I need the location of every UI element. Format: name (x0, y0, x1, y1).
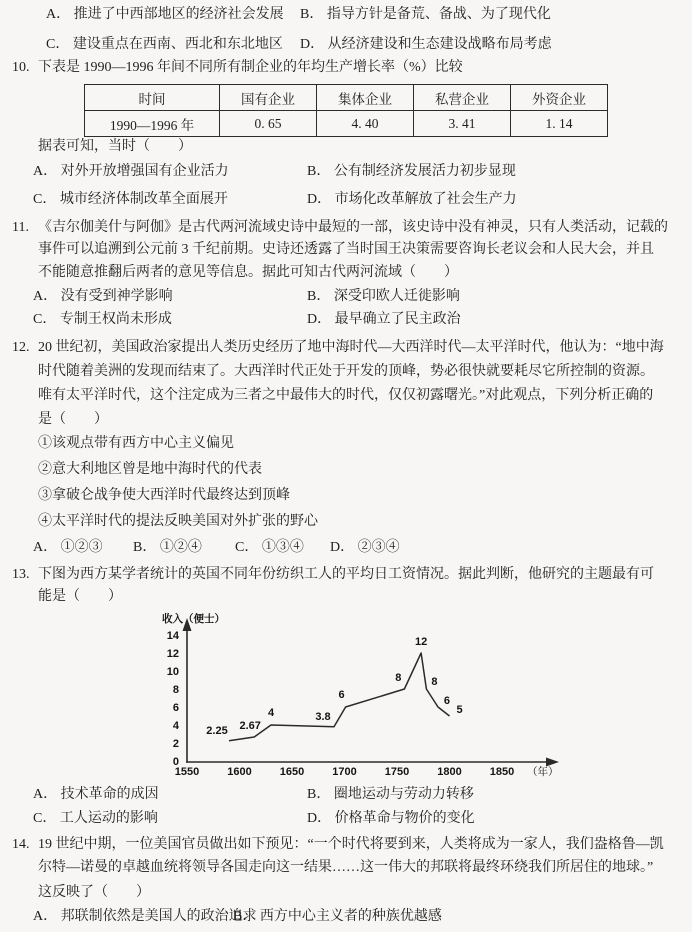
q14-stem-line (12, 835, 664, 855)
svg-text:1800: 1800 (437, 766, 462, 778)
scan-bottom-edge (0, 932, 692, 939)
q14-option-b: B． 西方中心主义者的种族优越感 (233, 909, 442, 924)
wage-chart-container (150, 612, 570, 795)
table-header-cell: 集体企业 (317, 85, 414, 111)
q14-line2: 尔特—诺曼的卓越血统将领导各国走向这一结果……这一伟大的邦联将最终环绕我们所居住的地球。” (38, 860, 654, 875)
q11-line2: 事件可以追溯到公元前 3 千纪前期。史诗还透露了当时国王决策需要咨询长老议会和人民大会，并且 (38, 242, 654, 257)
svg-text:0: 0 (172, 756, 179, 768)
svg-text:10: 10 (166, 666, 179, 678)
table-header-cell: 国有企业 (220, 85, 317, 111)
q13-stem: 下图为西方某学者统计的英国不同年份纺织工人的平均日工资情况。据此判断，他研究的主题最有可 (38, 567, 654, 582)
svg-text:1700: 1700 (332, 766, 357, 778)
q11-line3: 不能随意推翻后两者的意见等信息。据此可知古代两河流域（ ） (38, 265, 458, 280)
svg-text:1650: 1650 (279, 766, 305, 778)
svg-text:4: 4 (172, 720, 179, 732)
q14-line3: 这反映了（ ） (38, 885, 150, 900)
q11-option-d: D． 最早确立了民主政治 (307, 312, 461, 327)
q10-option-b: B． 公有制经济发展活力初步显现 (307, 164, 516, 179)
svg-text:6: 6 (443, 695, 451, 707)
q12-option-a: A． ①②③ (33, 540, 103, 555)
q12-item-2: ②意大利地区曾是地中海时代的代表 (38, 462, 262, 477)
q12-option-b: B． ①②④ (133, 540, 202, 555)
svg-text:2.25: 2.25 (206, 724, 228, 737)
growth-rate-table (84, 84, 608, 137)
q12-line3: 唯有太平洋时代，这个注定成为三者之中最伟大的时代，仅仅初露曙光。”对此观点，下列分析正确的 (38, 388, 654, 403)
table-data-row (85, 111, 608, 137)
svg-text:4: 4 (267, 707, 275, 719)
table-cell: 4. 40 (317, 111, 414, 137)
q14-option-a: A． 邦联制依然是美国人的政治追求 (33, 909, 257, 924)
q11-option-a: A． 没有受到神学影响 (33, 289, 173, 304)
q12-stem: 20 世纪初，美国政治家提出人类历史经历了地中海时代—大西洋时代—太平洋时代，他认为：“地中海 (38, 340, 664, 355)
q9-option-d: D． 从经济建设和生态建设战略布局考虑 (300, 37, 552, 52)
q10-option-d: D． 市场化改革解放了社会生产力 (307, 192, 517, 207)
svg-text:3.8: 3.8 (315, 710, 331, 723)
svg-text:1750: 1750 (384, 766, 410, 778)
q11-stem: 《吉尔伽美什与阿伽》是古代两河流域史诗中最短的一部，该史诗中没有神灵，只有人类活动，记载的 (38, 220, 668, 235)
q12-option-d: D． ②③④ (330, 540, 400, 555)
table-header-row (85, 85, 608, 111)
q11-option-b: B． 深受印欧人迁徙影响 (307, 289, 460, 304)
q13-option-d: D． 价格革命与物价的变化 (307, 811, 475, 826)
svg-text:8: 8 (172, 684, 179, 696)
q12-number: 12. (12, 340, 30, 355)
q9-option-b: B． 指导方针是备荒、备战、为了现代化 (300, 7, 551, 22)
q13-line2: 能是（ ） (38, 589, 122, 604)
table-header-cell: 外资企业 (511, 85, 608, 111)
q10-option-a: A． 对外开放增强国有企业活力 (33, 164, 229, 179)
q10-lead: 据表可知，当时（ ） (38, 139, 192, 154)
q12-line2: 时代随着美洲的发现而结束了。大西洋时代正处于开发的顶峰，势必很快就要耗尽它所控制的资源。 (38, 364, 654, 379)
table-cell: 3. 41 (414, 111, 511, 137)
q10-option-c: C． 城市经济体制改革全面展开 (33, 192, 228, 207)
svg-text:1550: 1550 (174, 766, 200, 778)
svg-text:1850: 1850 (489, 766, 515, 778)
svg-text:8: 8 (395, 672, 402, 684)
q10-stem: 下表是 1990—1996 年间不同所有制企业的年均生产增长率（%）比较 (38, 60, 463, 75)
svg-text:5: 5 (456, 704, 463, 716)
q13-option-c: C． 工人运动的影响 (33, 811, 158, 826)
table-cell: 0. 65 (220, 111, 317, 137)
q13-option-a: A． 技术革命的成因 (33, 787, 159, 802)
wage-line-chart (150, 612, 570, 790)
svg-text:收入（便士）: 收入（便士） (162, 613, 225, 625)
q12-item-3: ③拿破仑战争使大西洋时代最终达到顶峰 (38, 488, 290, 503)
q11-option-c: C． 专制王权尚未形成 (33, 312, 172, 327)
q12-stem-line (12, 338, 664, 358)
svg-text:2.67: 2.67 (239, 719, 261, 732)
q13-number: 13. (12, 567, 30, 582)
q9-option-c: C． 建设重点在西南、西北和东北地区 (46, 37, 283, 52)
table-cell: 1990—1996 年 (85, 111, 220, 137)
table-header-cell: 私营企业 (414, 85, 511, 111)
svg-text:8: 8 (431, 676, 438, 688)
q12-item-1: ①该观点带有西方中心主义偏见 (38, 436, 234, 451)
q11-stem-line (12, 218, 668, 238)
q12-item-4: ④太平洋时代的提法反映美国对外扩张的野心 (38, 514, 318, 529)
q10-number: 10. (12, 60, 30, 75)
q14-stem: 19 世纪中期，一位美国官员做出如下预见：“一个时代将要到来，人类将成为一家人，我们盎格鲁—凯 (38, 837, 664, 852)
svg-text:6: 6 (338, 689, 345, 701)
q11-number: 11. (12, 220, 29, 235)
svg-text:2: 2 (172, 738, 179, 750)
svg-text:12: 12 (415, 636, 428, 648)
q13-option-b: B． 圈地运动与劳动力转移 (307, 787, 474, 802)
svg-text:（年）: （年） (527, 766, 559, 778)
svg-text:6: 6 (172, 702, 179, 714)
svg-text:12: 12 (166, 648, 179, 660)
q12-line4: 是（ ） (38, 412, 108, 427)
q9-option-a: A． 推进了中西部地区的经济社会发展 (46, 7, 284, 22)
q13-stem-line (12, 565, 654, 585)
table-cell: 1. 14 (511, 111, 608, 137)
q10-stem-line (12, 58, 463, 78)
svg-text:14: 14 (166, 630, 179, 642)
q12-option-c: C． ①③④ (235, 540, 304, 555)
q14-number: 14. (12, 837, 30, 852)
table-header-cell: 时间 (85, 85, 220, 111)
svg-text:1600: 1600 (227, 766, 252, 778)
